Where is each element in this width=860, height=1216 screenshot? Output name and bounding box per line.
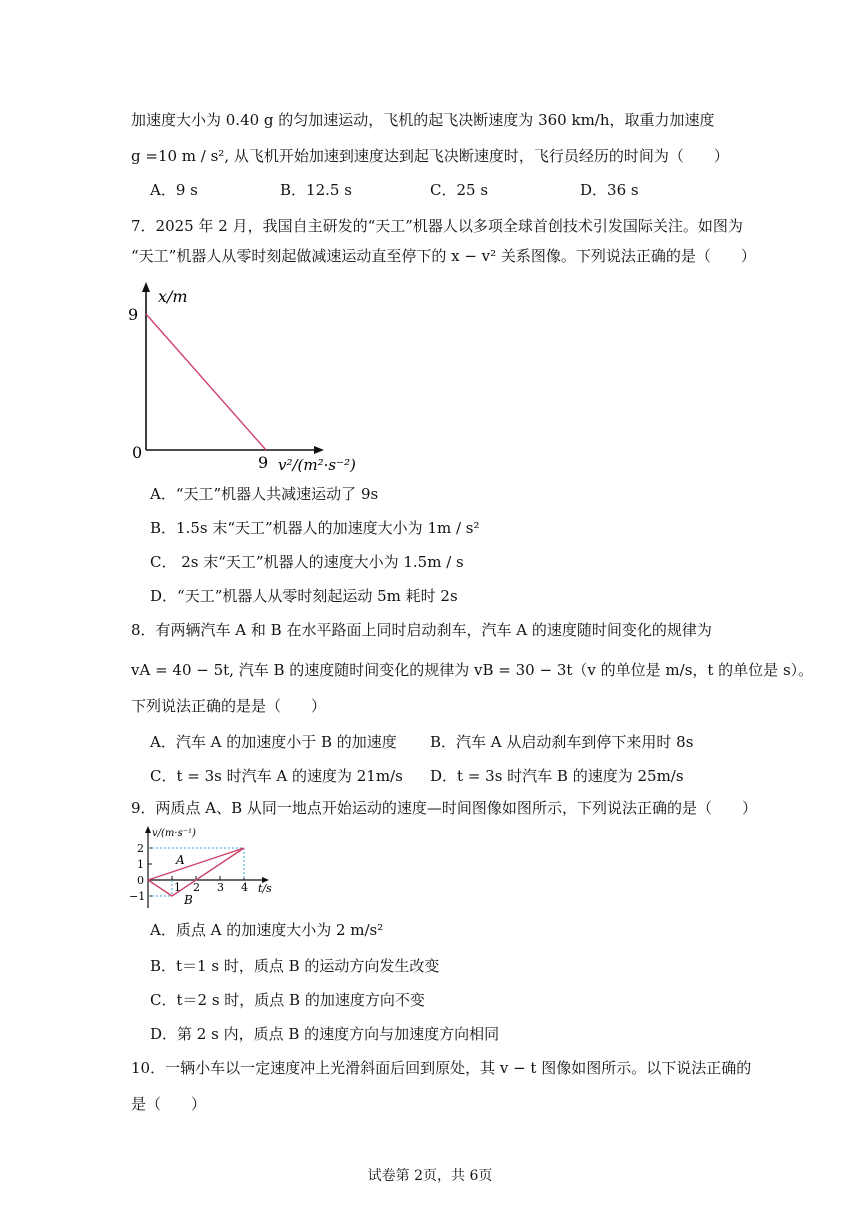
q6-line-1: 加速度大小为 0.40 g 的匀加速运动，飞机的起飞决断速度为 360 km/h，取重力加速度 (131, 111, 715, 129)
q6-line-2: g =10 m / s², 从飞机开始加速到速度达到起飞决断速度时，飞行员经历的时间为（ ） (131, 147, 729, 165)
q6-option-a: A．9 s (150, 181, 198, 199)
q9-x-tick-4: 4 (241, 881, 248, 894)
q6-option-b: B．12.5 s (280, 181, 352, 199)
q8-option-b: B．汽车 A 从启动刹车到停下来用时 8s (430, 733, 694, 751)
q9-v-t-graph (128, 824, 288, 914)
q7-origin-label: 0 (132, 443, 143, 462)
q7-y-axis-label: x/m (158, 287, 188, 306)
q9-option-b: B．t＝1 s 时，质点 B 的运动方向发生改变 (150, 957, 440, 975)
q9-x-axis-label: t/s (258, 882, 272, 895)
q7-line-1: 7．2025 年 2 月，我国自主研发的“天工”机器人以多项全球首创技术引发国际关注。如图为 (131, 217, 743, 235)
q9-y-arrow (145, 826, 151, 833)
q10-line-1: 10．一辆小车以一定速度冲上光滑斜面后回到原处，其 v − t 图像如图所示。以下说法正确的 (131, 1059, 752, 1077)
q9-line-1: 9．两质点 A、B 从同一地点开始运动的速度—时间图像如图所示，下列说法正确的是（ ） (131, 799, 757, 817)
q7-line-2: “天工”机器人从零时刻起做减速运动直至停下的 x − v² 关系图像。下列说法正确的是（ ） (131, 247, 756, 265)
q7-option-a: A．“天工”机器人共减速运动了 9s (150, 485, 379, 503)
q9-y-tick-neg1: −1 (129, 890, 146, 903)
page-footer: 试卷第 2页，共 6页 (367, 1168, 493, 1184)
q9-option-c: C．t＝2 s 时，质点 B 的加速度方向不变 (150, 991, 425, 1009)
q7-data-line (146, 314, 266, 450)
q9-y-tick-0: 0 (137, 874, 144, 887)
q9-option-a: A．质点 A 的加速度大小为 2 m/s² (150, 921, 384, 939)
q9-y-tick-2: 2 (137, 842, 144, 855)
q8-option-a: A．汽车 A 的加速度小于 B 的加速度 (150, 733, 397, 751)
q9-x-tick-3: 3 (217, 881, 224, 894)
q7-option-c: C． 2s 末“天工”机器人的速度大小为 1.5m / s (150, 553, 464, 571)
q9-label-a: A (176, 853, 185, 867)
q8-option-d: D．t = 3s 时汽车 B 的速度为 25m/s (430, 767, 684, 785)
q9-line-a (148, 848, 244, 880)
q7-x-tick-9: 9 (258, 453, 269, 472)
q7-x-v2-graph (128, 280, 368, 475)
q9-x-tick-1: 1 (174, 881, 181, 894)
q9-x-tick-2: 2 (193, 881, 200, 894)
q7-y-tick-9: 9 (128, 305, 139, 324)
q8-line-2: vA = 40 − 5t, 汽车 B 的速度随时间变化的规律为 vB = 30 − 3t（v 的单位是 m/s，t 的单位是 s）。 (131, 661, 814, 679)
q8-option-c: C．t = 3s 时汽车 A 的速度为 21m/s (150, 767, 403, 785)
q7-x-arrow (314, 446, 324, 454)
q9-y-axis-label: v/(m·s⁻¹) (152, 828, 196, 839)
q6-option-d: D．36 s (580, 181, 639, 199)
q9-option-d: D．第 2 s 内，质点 B 的速度方向与加速度方向相同 (150, 1025, 500, 1043)
q7-y-arrow (142, 282, 150, 292)
q8-line-3: 下列说法正确的是是（ ） (131, 697, 327, 715)
q8-line-1: 8．有两辆汽车 A 和 B 在水平路面上同时启动刹车，汽车 A 的速度随时间变化的规律为 (131, 621, 712, 639)
q9-label-b: B (184, 893, 193, 907)
q6-option-c: C．25 s (430, 181, 489, 199)
q7-option-d: D．“天工”机器人从零时刻起运动 5m 耗时 2s (150, 587, 458, 605)
q10-line-2: 是（ ） (131, 1095, 207, 1113)
q9-y-tick-1: 1 (137, 858, 144, 871)
q7-x-axis-label: v²/(m²·s⁻²) (278, 456, 356, 474)
q7-option-b: B．1.5s 末“天工”机器人的加速度大小为 1m / s² (150, 519, 480, 537)
